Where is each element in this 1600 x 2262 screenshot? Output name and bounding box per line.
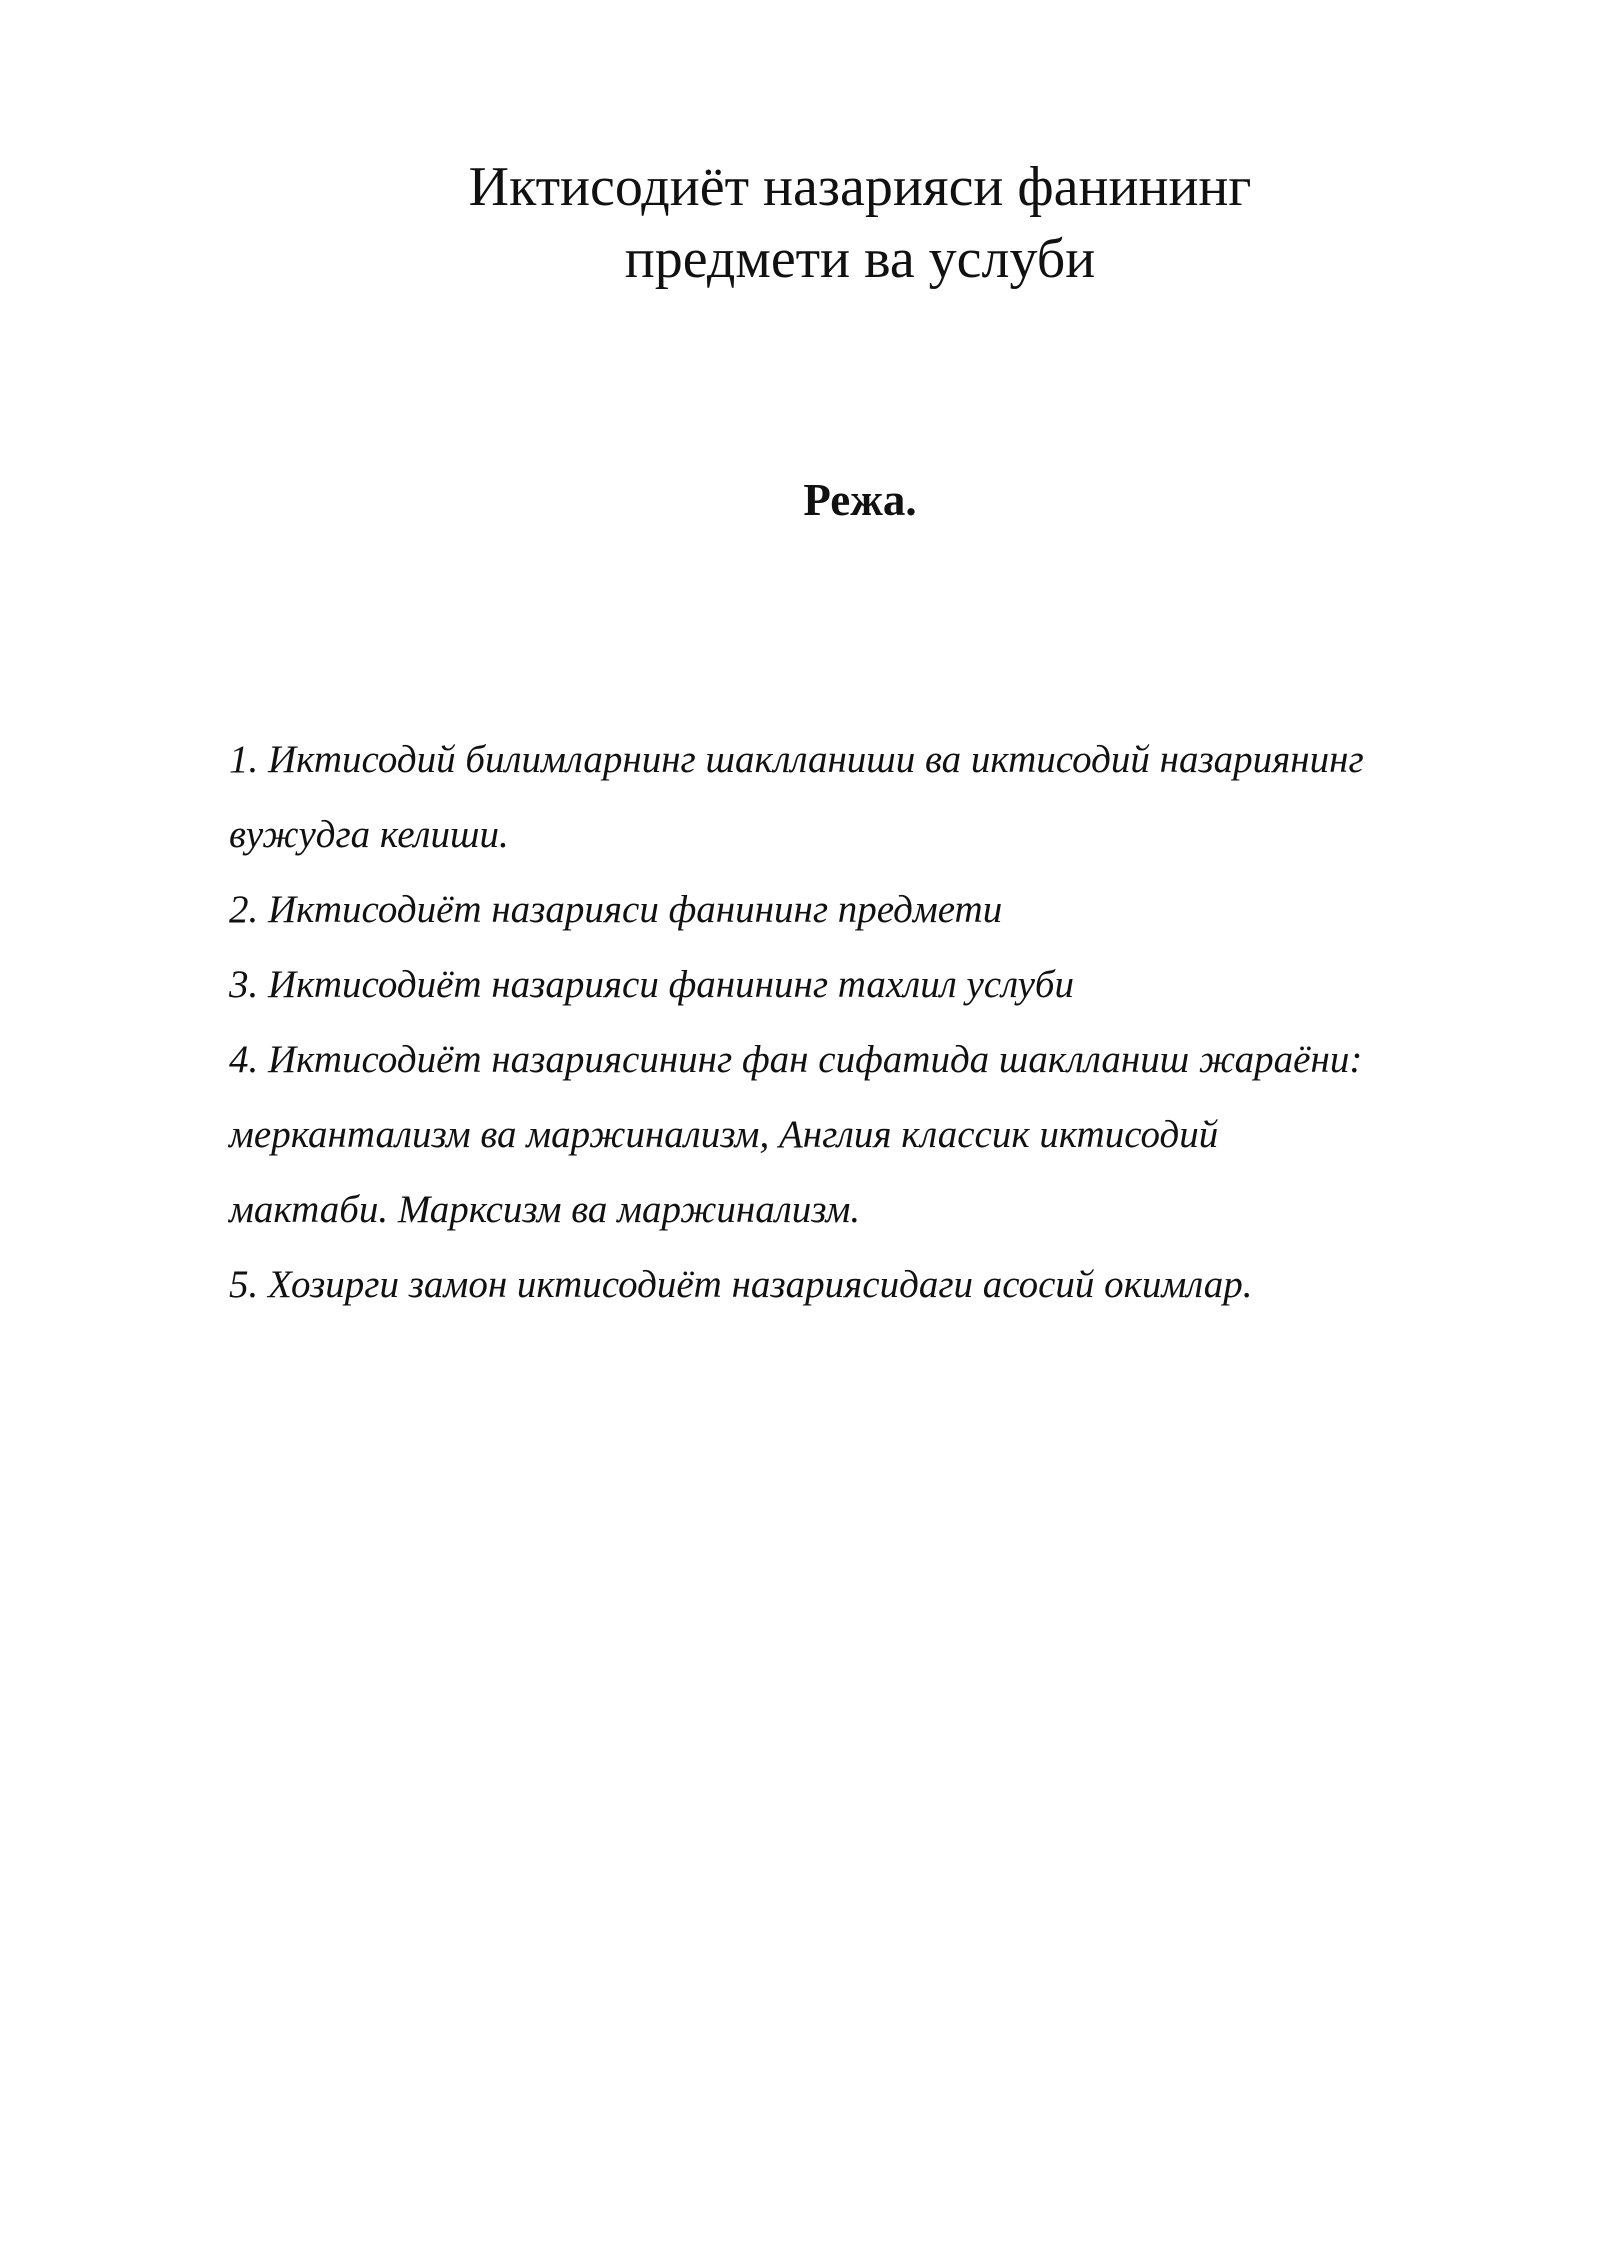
plan-item-text: Иктисодиёт назарияси фанининг тахлил услуби (268, 963, 1075, 1006)
plan-item-text: Иктисодиёт назариясининг фан сифатида шаклланиш жараёни: (268, 1038, 1363, 1081)
plan-item-number: 1. (229, 738, 259, 781)
plan-item-text: вужудга келиши. (229, 813, 509, 856)
plan-list (229, 722, 1489, 1322)
plan-heading: Режа. (803, 475, 917, 525)
document-title-line-2: предмети ва услуби (624, 228, 1096, 290)
plan-item-text: меркантализм ва маржинализм, Англия классик иктисодий (229, 1113, 1219, 1156)
plan-item-5 (229, 1247, 1489, 1322)
plan-item-text: Иктисодиёт назарияси фанининг предмети (268, 888, 1003, 931)
plan-item-number: 2. (229, 888, 259, 931)
plan-item-2 (229, 872, 1489, 947)
plan-item-text: Хозирги замон иктисодиёт назариясидаги асосий окимлар. (268, 1263, 1253, 1306)
plan-item-number: 5. (229, 1263, 259, 1306)
plan-item-1 (229, 722, 1489, 872)
document-title-line-1: Иктисодиёт назарияси фанининг (468, 156, 1252, 218)
plan-item-text: Иктисодий билимларнинг шаклланиши ва иктисодий назариянинг (268, 738, 1364, 781)
plan-item-number: 3. (229, 963, 259, 1006)
plan-item-3 (229, 947, 1489, 1022)
plan-item-text: мактаби. Марксизм ва маржинализм. (229, 1188, 861, 1231)
plan-item-number: 4. (229, 1038, 259, 1081)
plan-item-4 (229, 1022, 1489, 1247)
